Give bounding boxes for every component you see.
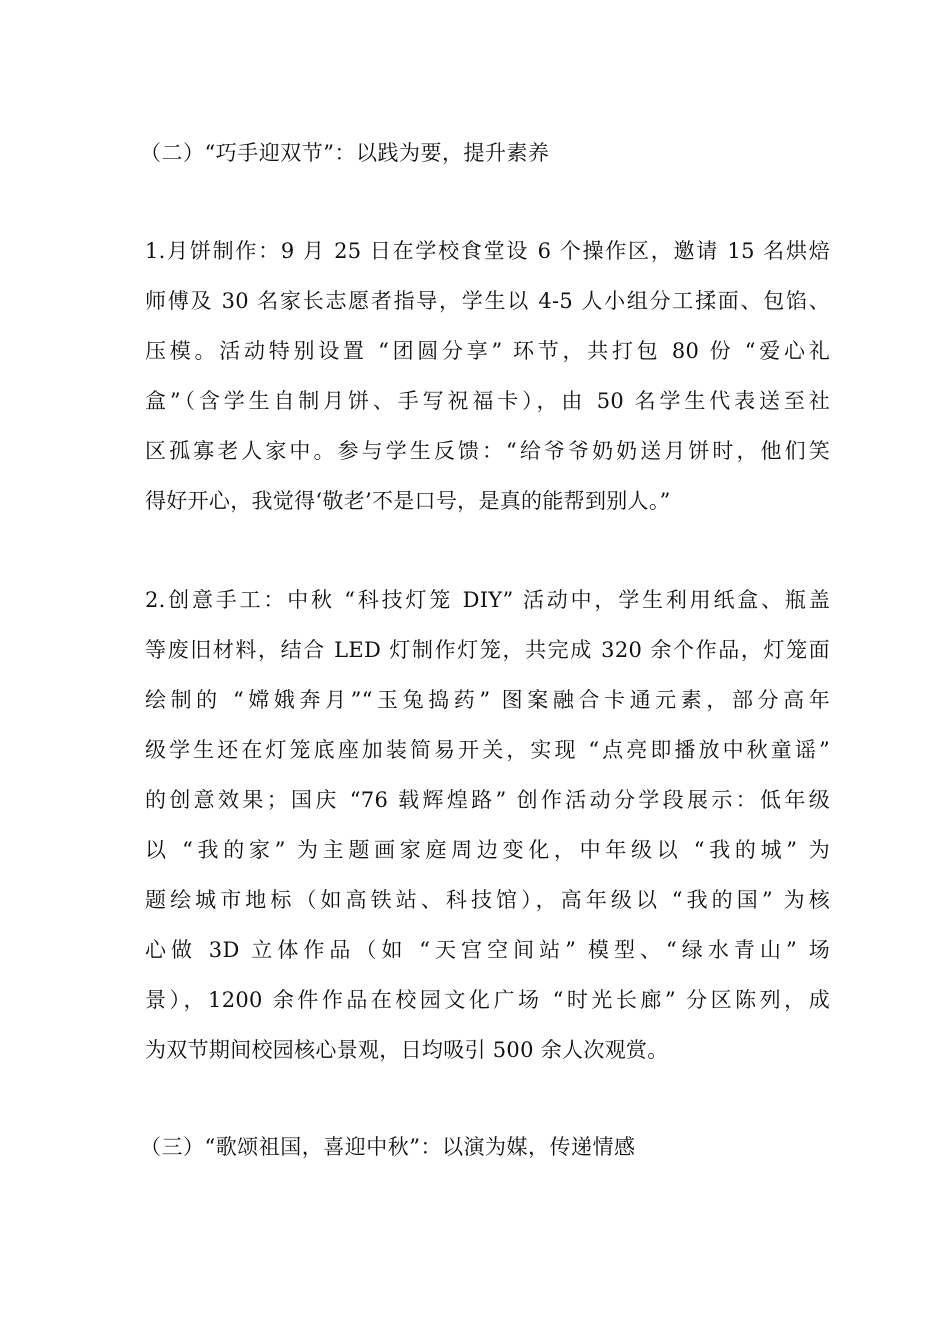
- text-line: 以 “我的家” 为主题画家庭周边变化，中年级以 “我的城” 为: [145, 838, 830, 862]
- text-line: 得好开心，我觉得‘敬老’不是口号，是真的能帮到别人。”: [145, 489, 671, 513]
- text-line: 压模。活动特别设置 “团圆分享” 环节，共打包 80 份 “爱心礼: [145, 339, 831, 363]
- text-line: 的创意效果；国庆 “76 载辉煌路” 创作活动分学段展示：低年级: [145, 788, 830, 812]
- text-line: 等废旧材料，结合 LED 灯制作灯笼，共完成 320 余个作品，灯笼面: [145, 638, 830, 662]
- text-line: 盒”（含学生自制月饼、手写祝福卡），由 50 名学生代表送至社: [145, 389, 830, 413]
- paragraph-handicraft: [145, 585, 845, 1085]
- text-line: 心做 3D 立体作品（如 “天宫空间站” 模型、“绿水青山” 场: [145, 938, 830, 962]
- text-line: 2.创意手工：中秋 “科技灯笼 DIY” 活动中，学生利用纸盒、瓶盖: [145, 588, 830, 612]
- text-line: 1.月饼制作：9 月 25 日在学校食堂设 6 个操作区，邀请 15 名烘焙: [145, 239, 830, 263]
- section-heading-2: （二）“巧手迎双节”：以践为要，提升素养: [140, 141, 550, 165]
- section-heading-3: （三）“歌颂祖国，喜迎中秋”：以演为媒，传递情感: [140, 1135, 636, 1159]
- paragraph-mooncake: [145, 236, 845, 536]
- text-line: 区孤寡老人家中。参与学生反馈：“给爷爷奶奶送月饼时，他们笑: [145, 439, 830, 463]
- text-line: 为双节期间校园核心景观，日均吸引 500 余人次观赏。: [145, 1038, 669, 1062]
- text-line: 绘制的 “嫦娥奔月”“玉兔捣药” 图案融合卡通元素，部分高年: [145, 688, 830, 712]
- text-line: 题绘城市地标（如高铁站、科技馆），高年级以 “我的国” 为核: [145, 888, 830, 912]
- text-line: 级学生还在灯笼底座加装简易开关，实现 “点亮即播放中秋童谣”: [145, 738, 830, 762]
- text-line: 师傅及 30 名家长志愿者指导，学生以 4-5 人小组分工揉面、包馅、: [145, 289, 830, 313]
- text-line: 景），1200 余件作品在校园文化广场 “时光长廊” 分区陈列，成: [145, 988, 830, 1012]
